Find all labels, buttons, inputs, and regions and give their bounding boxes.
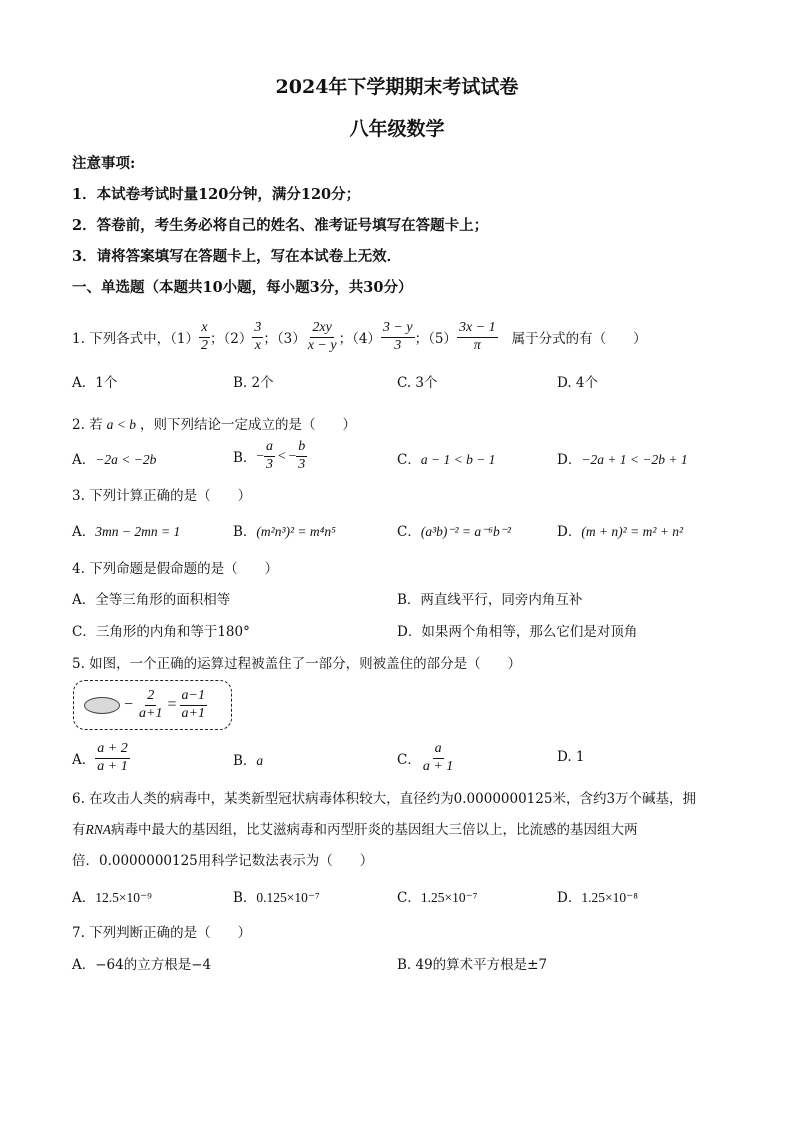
question-6-line: 有RNA病毒中最大的基因组，比艾滋病毒和丙型肝炎的基因组大三倍以上，比流感的基因组大两	[72, 822, 638, 838]
fraction: $\frac{b}{3}$	[298, 439, 306, 472]
option-a: A．全等三角形的面积相等	[72, 592, 231, 608]
option-b: B．(m²n³)² = m⁴n⁵	[233, 524, 336, 540]
option-c: C. 3个	[397, 375, 438, 391]
option-c: C．1.25×10⁻⁷	[397, 890, 478, 906]
option-d: D．(m + n)² = m² + n²	[557, 524, 684, 540]
question-7-stem: 7. 下列判断正确的是（ ）	[72, 925, 252, 941]
option-b: B． − $\frac{a}{3}$ < − $\frac{b}{3}$	[233, 439, 306, 472]
option-b: B．0.125×10⁻⁷	[233, 890, 320, 906]
fraction: $\frac{a}{a + 1}$	[422, 741, 454, 774]
covered-expression	[84, 683, 207, 727]
q1-sep: ；（3）	[263, 331, 306, 347]
option-c: C．a − 1 < b − 1	[397, 452, 496, 468]
question-4-stem: 4. 下列命题是假命题的是（ ）	[72, 561, 279, 577]
question-3-stem: 3. 下列计算正确的是（ ）	[72, 488, 252, 504]
exam-subtitle: 八年级数学	[349, 118, 445, 140]
note-item: 2．答卷前，考生务必将自己的姓名、准考证号填写在答题卡上；	[72, 217, 489, 234]
fraction: $\frac{a-1}{a+1}$	[181, 688, 205, 721]
option-c: C． $\frac{a}{a + 1}$	[397, 741, 454, 774]
question-2-stem	[72, 413, 356, 433]
option-c: C．三角形的内角和等于180°	[72, 624, 250, 640]
fraction: $\frac{3x - 1}{\pi}$	[458, 320, 496, 353]
option-a: A．3mn − 2mn = 1	[72, 524, 181, 540]
option-a: A．−64的立方根是−4	[72, 957, 212, 973]
section-heading: 一、单选题（本题共10小题，每小题3分，共30分）	[72, 279, 413, 296]
q2-stem-a: 2. 若	[72, 417, 103, 433]
note-item: 3．请将答案填写在答题卡上，写在本试卷上无效．	[72, 248, 402, 265]
question-5-stem: 5. 如图，一个正确的运算过程被盖住了一部分，则被盖住的部分是（ ）	[72, 656, 522, 672]
option-d: D. 1	[557, 749, 585, 765]
exam-title: 2024年下学期期末考试试卷	[275, 76, 519, 98]
q2-stem-b: ，则下列结论一定成立的是（ ）	[140, 417, 357, 433]
note-item: 1．本试卷考试时量120分钟，满分120分；	[72, 186, 361, 203]
option-c: C．(a³b)⁻² = a⁻⁶b⁻²	[397, 524, 511, 540]
option-d: D．1.25×10⁻⁸	[557, 890, 638, 906]
question-1-stem	[72, 312, 647, 362]
question-6-line: 倍．0.0000000125用科学记数法表示为（ ）	[72, 853, 374, 869]
q1-sep: ；（4）	[338, 331, 381, 347]
notes-heading: 注意事项:	[72, 155, 136, 172]
q1-suffix: 属于分式的有（ ）	[511, 331, 647, 347]
option-b: B．a	[233, 753, 264, 769]
fraction: $\frac{x}{2}$	[201, 320, 209, 353]
q1-prefix: 1. 下列各式中，（1）	[72, 331, 200, 347]
fraction: $\frac{2}{a+1}$	[139, 688, 163, 721]
fraction: $\frac{a}{3}$	[266, 439, 274, 472]
option-a: A．1个	[72, 375, 118, 391]
option-b: B. 49的算术平方根是±7	[397, 957, 548, 973]
fraction: $\frac{2xy}{x - y}$	[307, 320, 337, 353]
option-d: D．如果两个角相等，那么它们是对顶角	[397, 624, 638, 640]
option-b: B. 2个	[233, 375, 274, 391]
fraction: $\frac{3 - y}{3}$	[382, 320, 413, 353]
fraction: $\frac{a + 2}{a + 1}$	[97, 741, 128, 774]
q1-sep: ；（2）	[210, 331, 253, 347]
cover-ellipse-icon	[84, 697, 120, 714]
option-a: A．12.5×10⁻⁹	[72, 890, 152, 906]
option-b: B．两直线平行，同旁内角互补	[397, 592, 583, 608]
q1-sep: ；（5）	[414, 331, 457, 347]
option-a: A．−2a < −2b	[72, 452, 157, 468]
equals-sign: =	[167, 696, 177, 713]
minus-sign: −	[124, 696, 134, 713]
option-d: D. 4个	[557, 375, 599, 391]
fraction: $\frac{3}{x}$	[254, 320, 262, 353]
question-6-line: 6. 在攻击人类的病毒中，某类新型冠状病毒体积较大，直径约为0.0000000125米，含约3万个碱基，拥	[72, 791, 697, 807]
option-d: D．−2a + 1 < −2b + 1	[557, 452, 688, 468]
q2-condition: a < b	[106, 417, 137, 432]
option-a: A． $\frac{a + 2}{a + 1}$	[72, 741, 128, 774]
